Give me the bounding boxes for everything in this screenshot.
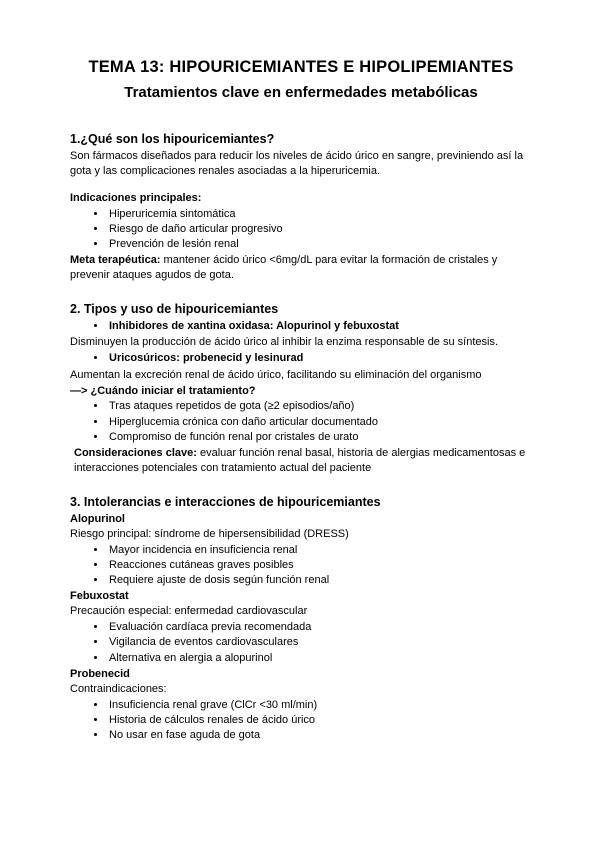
xantina-bullet-list: [70, 319, 532, 334]
list-item: • Riesgo de daño articular progresivo: [107, 222, 532, 237]
list-item: • Prevención de lesión renal: [107, 237, 532, 252]
probenecid-contraindications-label: Contraindicaciones:: [70, 682, 167, 695]
therapeutic-goal-text: mantener ácido úrico <6mg/dL para evitar la formación de cristales y prevenir ataques agudos de gota.: [70, 254, 498, 282]
key-considerations: [70, 446, 532, 476]
febuxostat-caution: Precaución especial: enfermedad cardiovascular: [70, 605, 308, 618]
key-considerations-label: Consideraciones clave:: [74, 447, 197, 459]
section-types-and-use: [70, 302, 532, 476]
therapeutic-goal: [70, 253, 532, 283]
list-item: • Uricosúricos: probenecid y lesinurad: [107, 351, 532, 366]
list-item: • Tras ataques repetidos de gota (≥2 episodios/año): [107, 399, 532, 414]
list-item: • Historia de cálculos renales de ácido úrico: [107, 713, 532, 728]
list-item: • Reacciones cutáneas graves posibles: [107, 558, 532, 573]
list-item: • Compromiso de función renal por cristales de urato: [107, 430, 532, 445]
section-what-are-hypouricemiants: [70, 132, 532, 283]
list-item: • Hiperglucemia crónica con daño articular documentado: [107, 415, 532, 430]
section-1-heading: 1.¿Qué son los hipouricemiantes?: [70, 132, 275, 146]
list-item: • No usar en fase aguda de gota: [107, 728, 532, 743]
list-item: • Evaluación cardíaca previa recomendada: [107, 620, 532, 635]
list-item: • Vigilancia de eventos cardiovasculares: [107, 635, 532, 650]
alopurinol-label: Alopurinol: [70, 512, 125, 525]
indications-label: Indicaciones principales:: [70, 191, 202, 204]
uricosuricos-bullet-list: [70, 351, 532, 366]
xantina-description: Disminuyen la producción de ácido úrico al inhibir la enzima responsable de su síntesis.: [70, 336, 499, 349]
list-item: • Alternativa en alergia a alopurinol: [107, 651, 532, 666]
list-item: • Mayor incidencia en insuficiencia renal: [107, 543, 532, 558]
key-considerations-text: evaluar función renal basal, historia de alergias medicamentosas e interacciones potenciales con tratamiento actual del paciente: [74, 447, 526, 474]
document-subtitle: Tratamientos clave en enfermedades metabólicas: [124, 84, 478, 101]
uricosuricos-description: Aumentan la excreción renal de ácido úrico, facilitando su eliminación del organismo: [70, 368, 482, 381]
list-item: • Inhibidores de xantina oxidasa: Alopurinol y febuxostat: [107, 319, 532, 334]
therapeutic-goal-label: Meta terapéutica:: [70, 254, 161, 267]
alopurinol-list: [70, 543, 532, 589]
alopurinol-risk: Riesgo principal: síndrome de hipersensibilidad (DRESS): [70, 527, 349, 540]
section-3-heading: 3. Intolerancias e interacciones de hipouricemiantes: [70, 494, 381, 509]
indications-list: [70, 207, 532, 253]
probenecid-list: [70, 698, 532, 744]
probenecid-label: Probenecid: [70, 667, 130, 680]
section-2-heading: 2. Tipos y uso de hipouricemiantes: [70, 302, 279, 317]
febuxostat-label: Febuxostat: [70, 590, 129, 603]
when-to-start-heading: —> ¿Cuándo iniciar el tratamiento?: [70, 384, 256, 397]
when-to-start-list: [70, 399, 532, 445]
document-title: TEMA 13: HIPOURICEMIANTES E HIPOLIPEMIANTES: [88, 58, 514, 76]
febuxostat-list: [70, 620, 532, 666]
section-intolerances-interactions: [70, 495, 532, 743]
section-1-intro: Son fármacos diseñados para reducir los niveles de ácido úrico en sangre, previniendo así la gota y las complicaciones renales asociadas a la hiperuricemia.: [70, 150, 524, 177]
list-item: • Insuficiencia renal grave (ClCr <30 ml/min): [107, 698, 532, 713]
list-item: • Hiperuricemia sintomática: [107, 207, 532, 222]
list-item: • Requiere ajuste de dosis según función renal: [107, 573, 532, 588]
